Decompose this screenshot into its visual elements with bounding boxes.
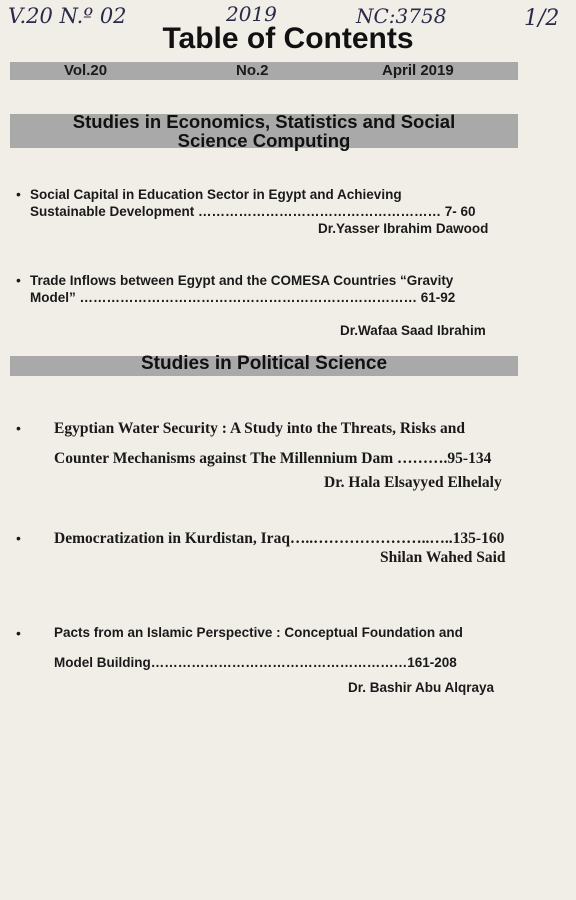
- handwritten-volume-note: V.20 N.º 02: [8, 4, 127, 28]
- handwritten-code-note: NC:3758: [356, 4, 447, 28]
- bullet-icon: •: [16, 420, 21, 436]
- section-title-line-1: Studies in Economics, Statistics and Social: [72, 111, 456, 132]
- entry-author: Dr. Bashir Abu Alqraya: [348, 680, 495, 695]
- entry-title: [30, 186, 514, 220]
- entry-author: Dr. Hala Elsayyed Elhelaly: [324, 474, 502, 491]
- bullet-icon: •: [16, 272, 21, 288]
- bullet-icon: •: [16, 186, 21, 202]
- entry-title-line-1: Pacts from an Islamic Perspective : Conceptual Foundation and: [54, 625, 463, 640]
- page-title: Table of Contents: [162, 22, 414, 55]
- entry-title: [54, 618, 514, 678]
- entry-title-line-1: Trade Inflows between Egypt and the COMESA Countries “Gravity: [30, 273, 454, 288]
- entry-title-line-1: Democratization in Kurdistan, Iraq…..…………………..…..135-160: [54, 530, 505, 547]
- section-title-economics: [10, 112, 518, 150]
- bullet-icon: •: [16, 530, 21, 546]
- entry-author: Shilan Wahed Said: [380, 549, 506, 566]
- toc-entry[interactable]: [16, 618, 514, 678]
- entry-author: Dr.Wafaa Saad Ibrahim: [340, 323, 486, 338]
- entry-title-line-2: Model Building…………………………………………………161-208: [54, 655, 457, 670]
- toc-entry[interactable]: [16, 186, 514, 220]
- date-label: April 2019: [382, 62, 454, 79]
- entry-title-line-2: Sustainable Development ……………………………………………… 7- 60: [30, 204, 476, 219]
- entry-title: [30, 272, 514, 306]
- entry-title-line-1: Egyptian Water Security : A Study into the Threats, Risks and: [54, 420, 465, 437]
- handwritten-fraction-note: 1/2: [524, 6, 560, 31]
- handwritten-year-note: 2019: [226, 2, 277, 26]
- number-label: No.2: [236, 62, 269, 79]
- entry-title-line-1: Social Capital in Education Sector in Egypt and Achieving: [30, 187, 402, 202]
- entry-title-line-2: Model” ………………………………………………………………… 61-92: [30, 290, 456, 305]
- bullet-icon: •: [16, 625, 21, 641]
- volume-label: Vol.20: [64, 62, 108, 79]
- entry-title: [54, 414, 514, 474]
- section-title-line-2: Science Computing: [177, 130, 351, 151]
- section-title-political: Studies in Political Science: [140, 353, 388, 374]
- toc-entry[interactable]: [16, 414, 514, 474]
- issue-info-bar: [10, 62, 518, 80]
- entry-title-line-2: Counter Mechanisms against The Millennium Dam ……….95-134: [54, 450, 492, 467]
- entry-author: Dr.Yasser Ibrahim Dawood: [318, 221, 489, 236]
- toc-entry[interactable]: [16, 272, 514, 306]
